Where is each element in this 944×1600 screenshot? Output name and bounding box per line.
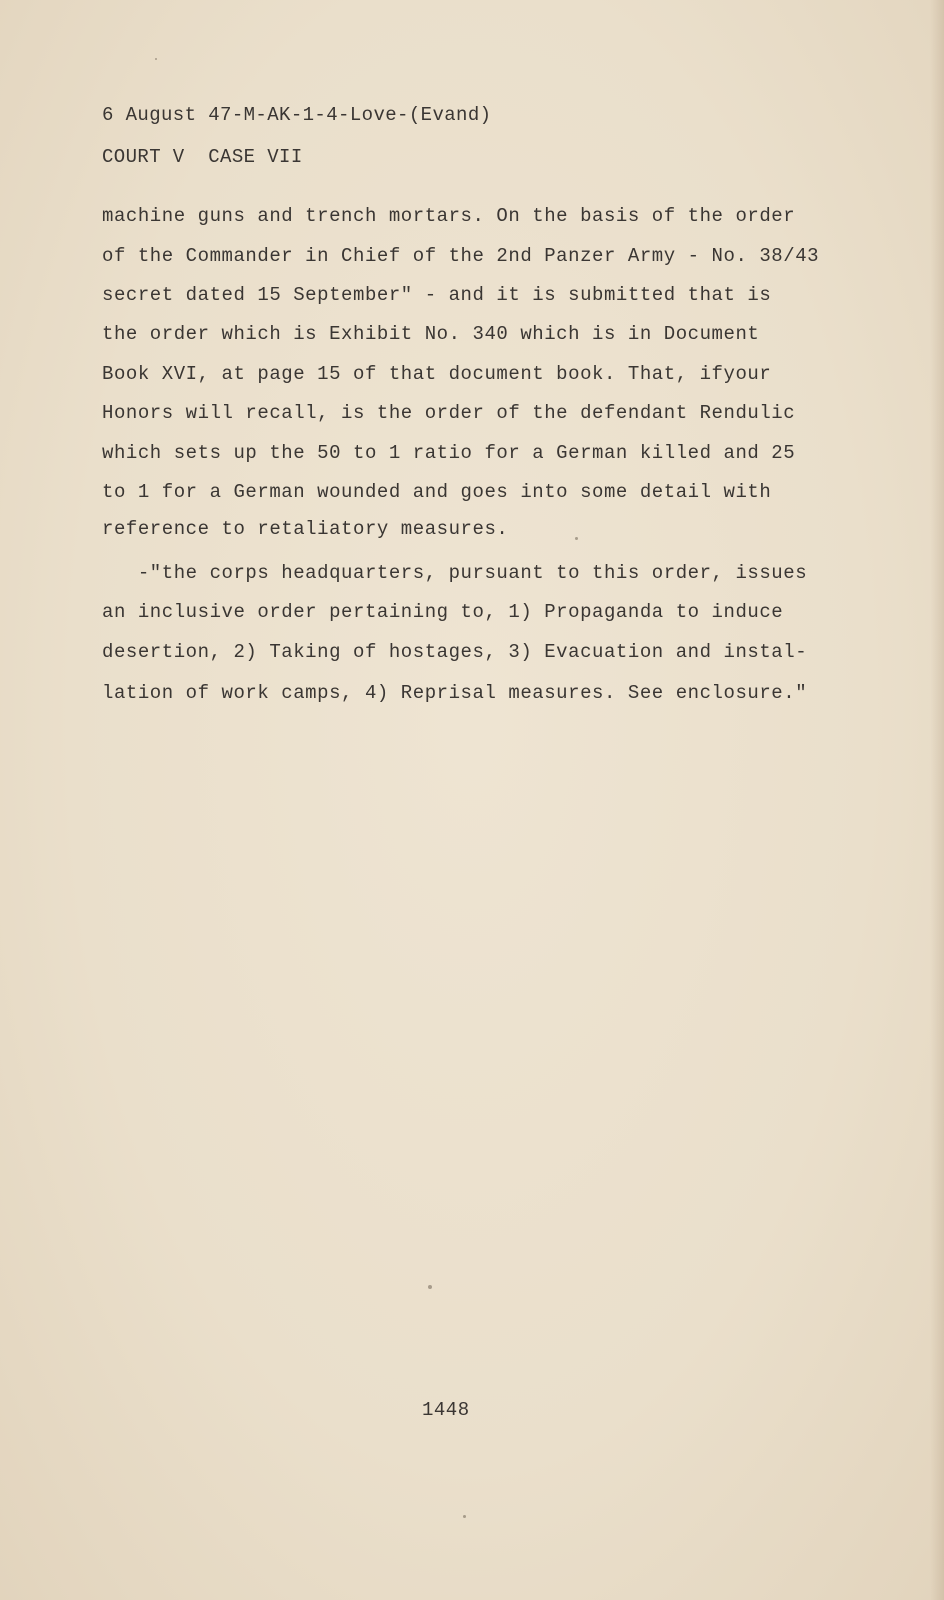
body-line-2: of the Commander in Chief of the 2nd Panzer Army - No. 38/43 (102, 245, 820, 267)
paper-speck (428, 1285, 432, 1289)
body-line-9: reference to retaliatory measures. (102, 518, 509, 540)
body-line-5: Book XVI, at page 15 of that document book. That, ifyour (102, 363, 772, 385)
body-line-12: desertion, 2) Taking of hostages, 3) Evacuation and instal- (102, 641, 808, 663)
body-line-4: the order which is Exhibit No. 340 which is in Document (102, 323, 760, 345)
body-line-6: Honors will recall, is the order of the defendant Rendulic (102, 402, 796, 424)
page-edge-shadow (930, 0, 944, 1600)
paper-speck (575, 537, 578, 540)
body-line-11: an inclusive order pertaining to, 1) Propaganda to induce (102, 601, 784, 623)
page-number: 1448 (422, 1399, 470, 1421)
body-line-7: which sets up the 50 to 1 ratio for a German killed and 25 (102, 442, 796, 464)
body-line-3: secret dated 15 September" - and it is submitted that is (102, 284, 772, 306)
body-line-10: -"the corps headquarters, pursuant to this order, issues (102, 562, 808, 584)
body-line-8: to 1 for a German wounded and goes into some detail with (102, 481, 772, 503)
body-line-1: machine guns and trench mortars. On the basis of the order (102, 205, 796, 227)
paper-speck (155, 58, 157, 60)
document-header-date-code: 6 August 47-M-AK-1-4-Love-(Evand) (102, 104, 492, 126)
body-line-13: lation of work camps, 4) Reprisal measures. See enclosure." (102, 682, 808, 704)
paper-speck (463, 1515, 466, 1518)
document-header-court-case: COURT V CASE VII (102, 146, 303, 168)
